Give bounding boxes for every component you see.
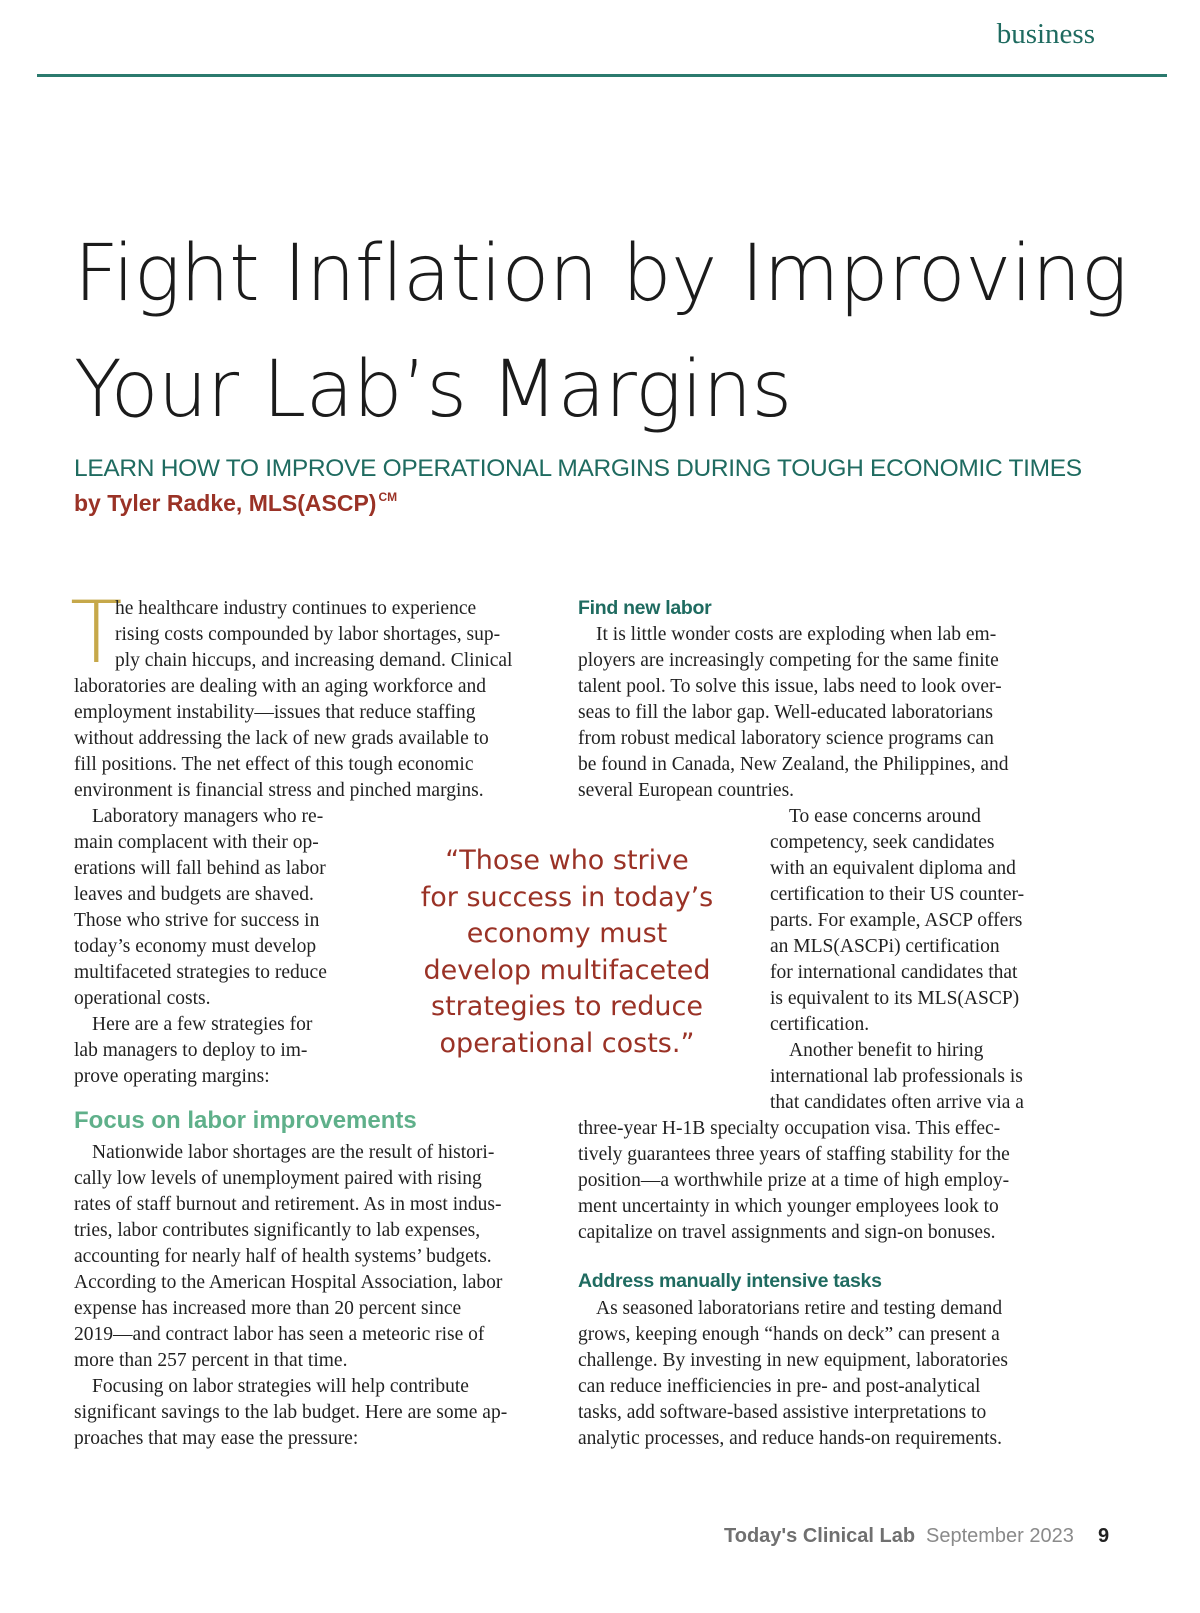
title-line: Your Lab’s Margins xyxy=(74,345,792,435)
body-line: today’s economy must develop xyxy=(74,936,317,957)
body-line: Laboratory managers who re- xyxy=(92,806,324,827)
body-line: certification. xyxy=(770,1014,870,1035)
body-line: talent pool. To solve this issue, labs need to look over- xyxy=(578,676,1002,697)
pull-quote-line: strategies to reduce xyxy=(431,991,703,1022)
pull-quote-line: “Those who strive xyxy=(445,845,689,876)
body-line: proaches that may ease the pressure: xyxy=(74,1428,359,1449)
body-line: operational costs. xyxy=(74,988,211,1009)
body-line: environment is financial stress and pinched margins. xyxy=(74,780,484,801)
body-line: analytic processes, and reduce hands-on requirements. xyxy=(578,1428,1002,1449)
article-subtitle: LEARN HOW TO IMPROVE OPERATIONAL MARGINS DURING TOUGH ECONOMIC TIMES xyxy=(74,455,1082,482)
pull-quote-line: for success in today’s xyxy=(420,881,714,913)
body-line: To ease concerns around xyxy=(789,806,981,827)
body-line: accounting for nearly half of health systems’ budgets. xyxy=(74,1246,492,1267)
section-label: business xyxy=(996,18,1095,50)
body-line: be found in Canada, New Zealand, the Philippines, and xyxy=(578,754,1009,775)
body-line: more than 257 percent in that time. xyxy=(74,1350,348,1371)
body-line: Nationwide labor shortages are the result of histori- xyxy=(92,1142,495,1163)
body-line: several European countries. xyxy=(578,780,795,801)
body-line: certification to their US counter- xyxy=(770,884,1025,905)
body-line: rates of staff burnout and retirement. As in most indus- xyxy=(74,1194,502,1215)
article-title xyxy=(74,216,1154,448)
body-line: that candidates often arrive via a xyxy=(770,1092,1024,1113)
body-line: multifaceted strategies to reduce xyxy=(74,962,327,983)
body-line: for international candidates that xyxy=(770,962,1018,983)
body-line: It is little wonder costs are exploding when lab em- xyxy=(596,624,997,645)
body-line: from robust medical laboratory science programs can xyxy=(578,728,994,749)
body-line: prove operating margins: xyxy=(74,1066,270,1087)
body-line: employment instability—issues that reduce staffing xyxy=(74,702,476,723)
body-line: ment uncertainty in which younger employees look to xyxy=(578,1196,999,1217)
body-line: leaves and budgets are shaved. xyxy=(74,884,314,905)
body-line: significant savings to the lab budget. Here are some ap- xyxy=(74,1402,508,1423)
body-line: position—a worthwhile prize at a time of high employ- xyxy=(578,1170,1010,1191)
body-line: cally low levels of unemployment paired with rising xyxy=(74,1168,482,1189)
byline-text: by Tyler Radke, MLS(ASCP) xyxy=(74,490,377,516)
body-line: According to the American Hospital Association, labor xyxy=(74,1272,503,1293)
heading-address-manual-tasks: Address manually intensive tasks xyxy=(578,1270,882,1292)
byline xyxy=(74,490,397,517)
header-rule xyxy=(37,74,1167,77)
body-line: erations will fall behind as labor xyxy=(74,858,326,879)
body-line: lab managers to deploy to im- xyxy=(74,1040,308,1061)
pull-quote xyxy=(400,843,734,1062)
body-line: tries, labor contributes significantly to lab expenses, xyxy=(74,1220,481,1241)
footer-issue-date: September 2023 xyxy=(926,1525,1074,1547)
body-line: with an equivalent diploma and xyxy=(770,858,1016,879)
body-line: competency, seek candidates xyxy=(770,832,995,853)
body-line: As seasoned laboratorians retire and testing demand xyxy=(596,1298,1003,1319)
body-line: Another benefit to hiring xyxy=(789,1040,984,1061)
body-line: ployers are increasingly competing for the same finite xyxy=(578,650,999,671)
body-line: Here are a few strategies for xyxy=(92,1014,313,1035)
body-line: parts. For example, ASCP offers xyxy=(770,910,1023,931)
body-line: laboratories are dealing with an aging workforce and xyxy=(74,676,487,697)
heading-find-new-labor: Find new labor xyxy=(578,597,712,619)
footer-magazine-name: Today's Clinical Lab xyxy=(724,1525,916,1547)
body-line: 2019—and contract labor has seen a meteoric rise of xyxy=(74,1324,485,1345)
body-line: challenge. By investing in new equipment, laboratories xyxy=(578,1350,1008,1371)
heading-labor-improvements: Focus on labor improvements xyxy=(74,1107,417,1134)
pull-quote-line: operational costs.” xyxy=(439,1027,695,1059)
body-line: international lab professionals is xyxy=(770,1066,1023,1087)
byline-credential: CM xyxy=(378,490,398,504)
body-line: without addressing the lack of new grads available to xyxy=(74,728,489,749)
body-line: seas to fill the labor gap. Well-educated laboratorians xyxy=(578,702,994,723)
body-line: Focusing on labor strategies will help contribute xyxy=(92,1376,469,1397)
pull-quote-line: develop multifaceted xyxy=(423,954,711,986)
body-line: can reduce inefficiencies in pre- and post-analytical xyxy=(578,1376,981,1397)
body-line: expense has increased more than 20 percent since xyxy=(74,1298,462,1319)
body-line: tively guarantees three years of staffing stability for the xyxy=(578,1144,1010,1165)
body-line: he healthcare industry continues to experience xyxy=(115,598,477,619)
body-line: capitalize on travel assignments and sign-on bonuses. xyxy=(578,1222,996,1243)
body-line: an MLS(ASCPi) certification xyxy=(770,936,1000,957)
body-line: rising costs compounded by labor shortages, sup- xyxy=(115,624,501,645)
body-line: main complacent with their op- xyxy=(74,832,319,853)
body-line: Those who strive for success in xyxy=(74,910,320,931)
body-line: grows, keeping enough “hands on deck” can present a xyxy=(578,1324,1000,1345)
body-line: tasks, add software-based assistive interpretations to xyxy=(578,1402,987,1423)
drop-cap: T xyxy=(70,583,123,683)
body-line: fill positions. The net effect of this tough economic xyxy=(74,754,474,775)
title-line: Fight Inflation by Improving xyxy=(74,229,1128,319)
body-line: ply chain hiccups, and increasing demand. Clinical xyxy=(115,650,513,671)
body-line: is equivalent to its MLS(ASCP) xyxy=(770,988,1020,1009)
pull-quote-line: economy must xyxy=(466,918,668,949)
body-line: three-year H-1B specialty occupation visa. This effec- xyxy=(578,1118,1001,1139)
page-number: 9 xyxy=(1098,1525,1110,1547)
